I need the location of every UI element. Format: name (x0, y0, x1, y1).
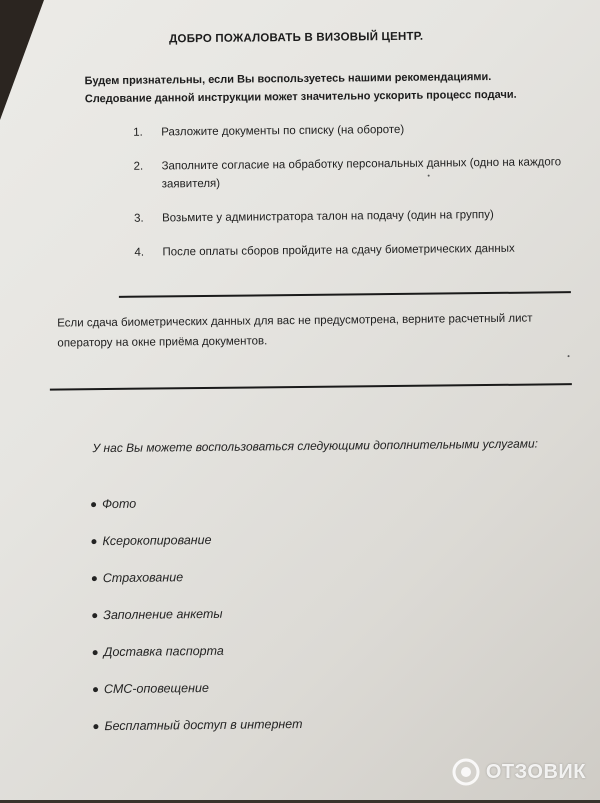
step-item (133, 153, 563, 194)
step-number: 3. (134, 212, 144, 225)
service-label: СМС-оповещение (103, 680, 209, 697)
service-item (92, 566, 301, 605)
biometrics-note: Если сдача биометрических данных для вас не предусмотрена, верните расчетный лист оператору на окне приёма документов. (57, 312, 533, 350)
bullet-icon (93, 724, 98, 729)
step-number: 4. (134, 246, 145, 259)
bullet-icon (92, 613, 97, 618)
service-item (92, 603, 301, 642)
otzovik-watermark (452, 758, 586, 786)
step-number: 2. (133, 160, 144, 173)
paper-speck (428, 175, 430, 177)
step-item (134, 205, 564, 228)
service-label: Заполнение анкеты (103, 606, 223, 623)
step-item (134, 239, 564, 262)
step-text: Возьмите у администратора талон на подачу (один на группу) (162, 208, 494, 225)
paper-speck (568, 355, 570, 357)
intro-text (85, 67, 575, 108)
service-label: Ксерокопирование (102, 532, 212, 549)
intro-line-2: Следование данной инструкции может значительно ускорить процесс подачи. (84, 88, 517, 106)
intro-line-1: Будем признательны, если Вы воспользуетесь нашими рекомендациями. (84, 70, 492, 88)
service-item (93, 714, 302, 753)
bullet-icon (93, 650, 98, 655)
otzovik-logo-icon (452, 758, 480, 786)
step-number: 1. (133, 126, 143, 139)
watermark-text: ОТЗОВИК (485, 760, 586, 783)
bullet-icon (93, 687, 98, 692)
service-item (93, 677, 302, 716)
service-item (91, 492, 300, 531)
service-item (93, 640, 302, 679)
steps-list (133, 119, 564, 261)
services-list (91, 492, 303, 753)
bullet-icon (91, 502, 96, 507)
service-label: Страхование (102, 570, 184, 586)
step-text: Заполните согласие на обработку персональных данных (одно на каждого заявителя) (161, 156, 562, 191)
service-label: Фото (102, 496, 137, 512)
divider-line-1 (119, 291, 571, 298)
step-text: После оплаты сборов пройдите на сдачу биометрических данных (162, 242, 515, 259)
service-item (91, 529, 300, 568)
divider-line-2 (50, 383, 572, 390)
step-item (133, 119, 563, 142)
service-label: Бесплатный доступ в интернет (104, 716, 303, 734)
bullet-icon (91, 539, 96, 544)
services-intro: У нас Вы можете воспользоваться следующими дополнительными услугами: (92, 436, 539, 456)
document-title: ДОБРО ПОЖАЛОВАТЬ В ВИЗОВЫЙ ЦЕНТР. (169, 30, 424, 46)
bullet-icon (92, 576, 97, 581)
step-text: Разложите документы по списку (на обороте) (161, 123, 405, 139)
service-label: Доставка паспорта (103, 643, 224, 660)
